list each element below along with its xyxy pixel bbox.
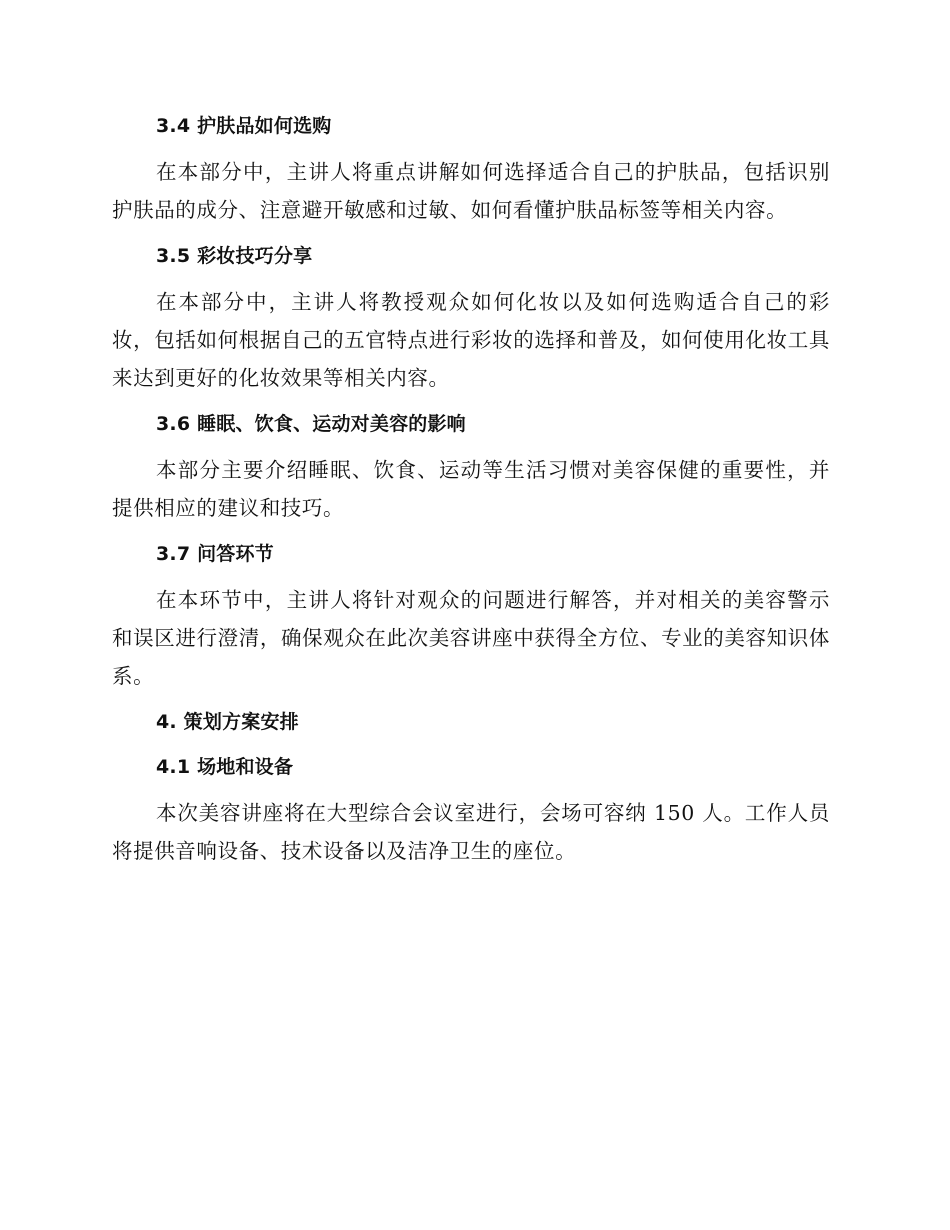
document-body bbox=[112, 108, 830, 870]
section-heading-4: 4. 策划方案安排 bbox=[156, 711, 299, 733]
section-heading-3-4: 3.4 护肤品如何选购 bbox=[156, 115, 332, 137]
section-heading-3-7: 3.7 问答环节 bbox=[156, 543, 274, 565]
section-paragraph-3-4: 在本部分中，主讲人将重点讲解如何选择适合自己的护肤品，包括识别护肤品的成分、注意避开敏感和过敏、如何看懂护肤品标签等相关内容。 bbox=[112, 160, 830, 222]
section-paragraph-3-7: 在本环节中，主讲人将针对观众的问题进行解答，并对相关的美容警示和误区进行澄清，确保观众在此次美容讲座中获得全方位、专业的美容知识体系。 bbox=[112, 588, 830, 688]
section-paragraph-4-1: 本次美容讲座将在大型综合会议室进行，会场可容纳 150 人。工作人员将提供音响设备、技术设备以及洁净卫生的座位。 bbox=[112, 801, 830, 863]
section-paragraph-3-6: 本部分主要介绍睡眠、饮食、运动等生活习惯对美容保健的重要性，并提供相应的建议和技巧。 bbox=[112, 458, 830, 520]
section-heading-3-5: 3.5 彩妆技巧分享 bbox=[156, 245, 313, 267]
section-heading-3-6: 3.6 睡眠、饮食、运动对美容的影响 bbox=[156, 413, 466, 435]
section-heading-4-1: 4.1 场地和设备 bbox=[156, 756, 294, 778]
section-paragraph-3-5: 在本部分中，主讲人将教授观众如何化妆以及如何选购适合自己的彩妆，包括如何根据自己的五官特点进行彩妆的选择和普及，如何使用化妆工具来达到更好的化妆效果等相关内容。 bbox=[112, 290, 830, 390]
